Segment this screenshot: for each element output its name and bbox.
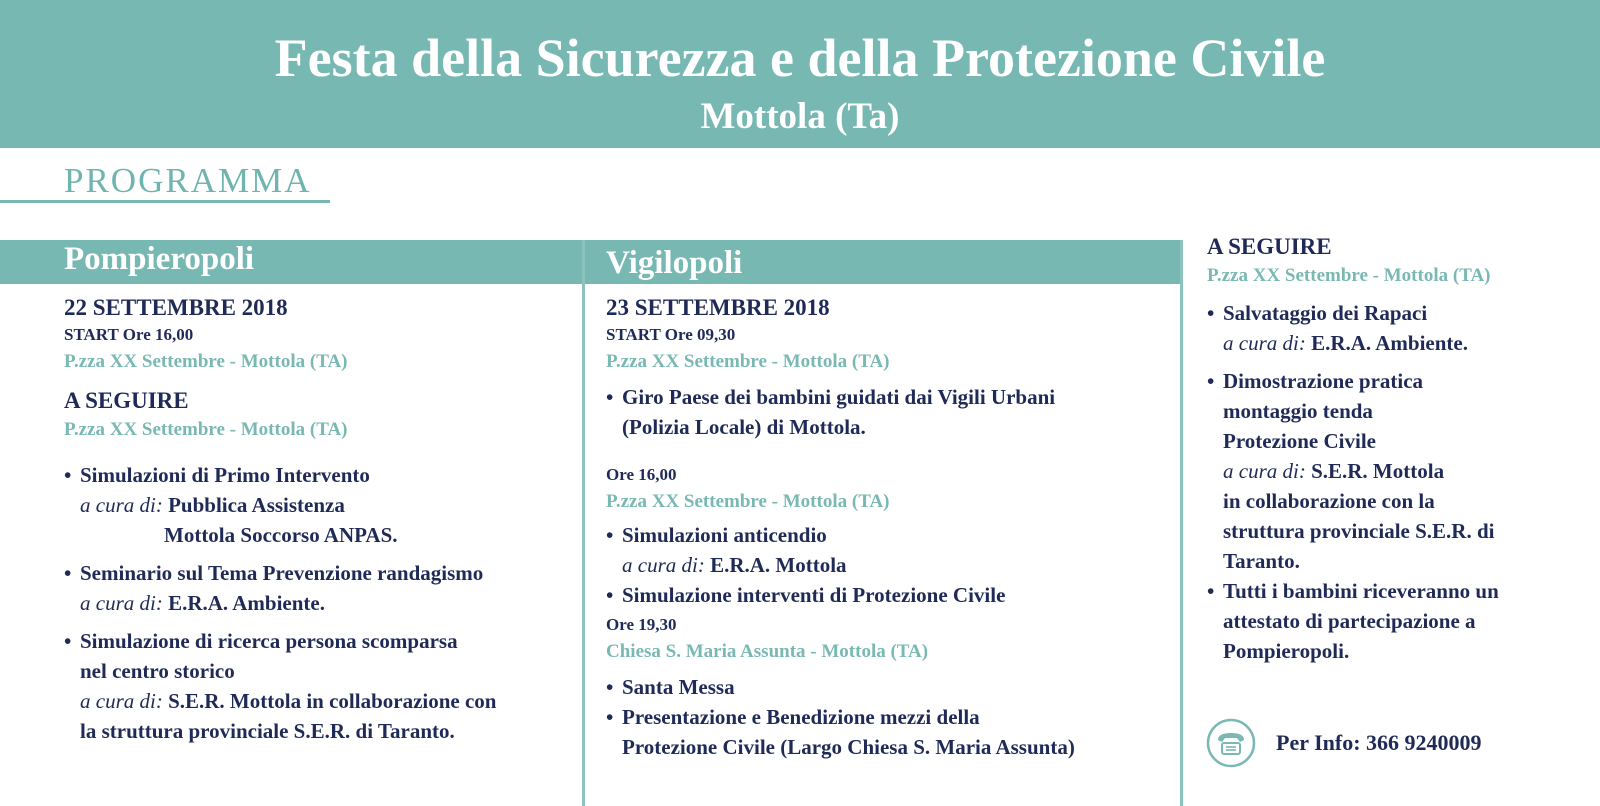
pompieropoli-column (64, 294, 574, 754)
list-item: • Santa Messa (606, 672, 1176, 702)
pompieropoli-a-seguire: A SEGUIRE (64, 388, 189, 413)
cura-label: a cura di: (80, 591, 163, 615)
pompieropoli-date: 22 SETTEMBRE 2018 (64, 295, 288, 320)
item-text: Simulazioni di Primo Intervento (80, 463, 370, 487)
a-seguire-title: A SEGUIRE (1207, 234, 1332, 259)
a-seguire-column (1207, 232, 1592, 674)
programma-label: PROGRAMMA (64, 161, 312, 200)
item-text: Presentazione e Benedizione mezzi della (622, 705, 980, 729)
cura-label: a cura di: (1223, 331, 1306, 355)
cura-org: S.E.R. Mottola (1311, 459, 1445, 483)
cura-org: S.E.R. Mottola in collaborazione con (168, 689, 497, 713)
a-seguire-location: P.zza XX Settembre - Mottola (TA) (1207, 265, 1491, 286)
cura-org: E.R.A. Mottola (710, 553, 847, 577)
cura-org: E.R.A. Ambiente. (1311, 331, 1468, 355)
phone-icon (1206, 718, 1256, 768)
vigilopoli-location: P.zza XX Settembre - Mottola (TA) (606, 351, 890, 372)
pompieropoli-location-2: P.zza XX Settembre - Mottola (TA) (64, 419, 348, 440)
cura-org-continued: struttura provinciale S.E.R. di (1223, 519, 1495, 543)
item-text-continued: (Polizia Locale) di Mottola. (622, 415, 866, 439)
header-banner (0, 0, 1600, 148)
info-phone-text: Per Info: 366 9240009 (1276, 730, 1482, 755)
item-text-continued: montaggio tenda (1223, 399, 1373, 423)
cura-org-continued: la struttura provinciale S.E.R. di Taranto. (80, 719, 455, 743)
list-item: • Tutti i bambini riceveranno un attestato di partecipazione a Pompieropoli. (1207, 576, 1592, 666)
pompieropoli-title: Pompieropoli (64, 241, 255, 277)
cura-label: a cura di: (1223, 459, 1306, 483)
list-item: • Simulazioni di Primo Intervento a cura di: Pubblica Assistenza Mottola Soccorso ANPAS. (64, 460, 574, 550)
cura-org-continued: in collaborazione con la (1223, 489, 1435, 513)
item-text: Santa Messa (622, 675, 735, 699)
column-divider-right (1180, 240, 1183, 806)
item-text: Simulazione di ricerca persona scomparsa (80, 629, 458, 653)
vigilopoli-title: Vigilopoli (606, 245, 743, 281)
vigilopoli-location-3: Chiesa S. Maria Assunta - Mottola (TA) (606, 641, 929, 662)
vigilopoli-time-3: Ore 19,30 (606, 615, 677, 634)
vigilopoli-location-2: P.zza XX Settembre - Mottola (TA) (606, 491, 890, 512)
item-text: Tutti i bambini riceveranno un (1223, 579, 1499, 603)
list-item: • Giro Paese dei bambini guidati dai Vigili Urbani (Polizia Locale) di Mottola. (606, 382, 1176, 442)
item-text-continued: attestato di partecipazione a (1223, 609, 1476, 633)
item-text: Seminario sul Tema Prevenzione randagismo (80, 561, 484, 585)
cura-label: a cura di: (80, 493, 163, 517)
page-title: Festa della Sicurezza e della Protezione Civile (274, 28, 1326, 88)
cura-org: Pubblica Assistenza (168, 493, 345, 517)
item-text: Giro Paese dei bambini guidati dai Vigili Urbani (622, 385, 1056, 409)
column-divider-left (582, 240, 585, 806)
item-text-continued: nel centro storico (80, 659, 235, 683)
pompieropoli-location: P.zza XX Settembre - Mottola (TA) (64, 351, 348, 372)
cura-label: a cura di: (80, 689, 163, 713)
item-text: Simulazioni anticendio (622, 523, 827, 547)
vigilopoli-date: 23 SETTEMBRE 2018 (606, 295, 830, 320)
item-text-continued: Protezione Civile (1223, 429, 1376, 453)
item-text-continued: Pompieropoli. (1223, 639, 1350, 663)
pompieropoli-start: START Ore 16,00 (64, 325, 194, 344)
vigilopoli-start: START Ore 09,30 (606, 325, 736, 344)
list-item: • Seminario sul Tema Prevenzione randagismo a cura di: E.R.A. Ambiente. (64, 558, 574, 618)
cura-org-continued: Taranto. (1223, 549, 1300, 573)
cura-org-continued: Mottola Soccorso ANPAS. (164, 523, 398, 547)
cura-org: E.R.A. Ambiente. (168, 591, 325, 615)
item-text-continued: Protezione Civile (Largo Chiesa S. Maria Assunta) (622, 735, 1075, 759)
item-text: Simulazione interventi di Protezione Civile (622, 583, 1006, 607)
cura-label: a cura di: (622, 553, 705, 577)
list-item: • Dimostrazione pratica montaggio tenda Protezione Civile a cura di: S.E.R. Mottola in collaborazione con la struttura provinciale S.E.R. di Taranto. (1207, 366, 1592, 576)
list-item: • Presentazione e Benedizione mezzi della Protezione Civile (Largo Chiesa S. Maria Assunta) (606, 702, 1176, 762)
item-text: Salvataggio dei Rapaci (1223, 301, 1428, 325)
item-text: Dimostrazione pratica (1223, 369, 1424, 393)
list-item: • Simulazione di ricerca persona scomparsa nel centro storico a cura di: S.E.R. Mottola in collaborazione con la struttura provinciale S.E.R. di Taranto. (64, 626, 574, 746)
list-item: • Simulazioni anticendio a cura di: E.R.A. Mottola (606, 520, 1176, 580)
list-item: • Salvataggio dei Rapaci a cura di: E.R.A. Ambiente. (1207, 298, 1592, 358)
page-subtitle: Mottola (Ta) (700, 96, 900, 137)
programma-underline (0, 200, 330, 203)
list-item: • Simulazione interventi di Protezione Civile (606, 580, 1176, 610)
vigilopoli-column (606, 294, 1176, 770)
vigilopoli-time-2: Ore 16,00 (606, 465, 677, 484)
